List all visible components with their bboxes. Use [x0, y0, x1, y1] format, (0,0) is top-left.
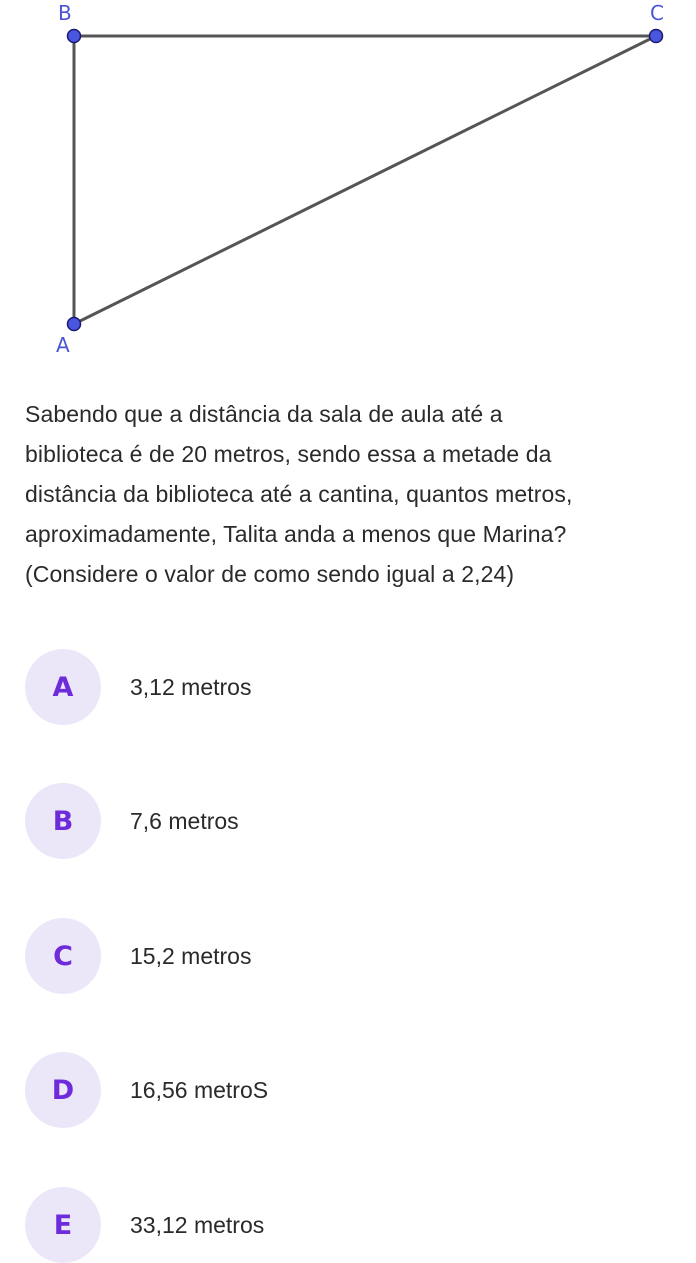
triangle-diagram [0, 0, 696, 370]
question-line: distância da biblioteca até a cantina, quantos metros, [25, 481, 573, 507]
option-text: 3,12 metros [130, 673, 252, 700]
edge-ac [74, 36, 656, 324]
option-e[interactable] [25, 1187, 665, 1263]
option-d[interactable] [25, 1052, 665, 1128]
point-a[interactable] [68, 318, 81, 331]
option-letter-badge: D [25, 1052, 101, 1128]
question-line: aproximadamente, Talita anda a menos que Marina? [25, 521, 567, 547]
option-c[interactable] [25, 918, 665, 994]
point-c[interactable] [650, 30, 663, 43]
option-text: 7,6 metros [130, 807, 239, 834]
question-line: Sabendo que a distância da sala de aula até a [25, 401, 503, 427]
option-letter-badge: C [25, 918, 101, 994]
triangle-edges [74, 36, 656, 324]
label-a: A [56, 333, 70, 357]
point-b[interactable] [68, 30, 81, 43]
label-c: C [650, 1, 664, 25]
option-letter-badge: B [25, 783, 101, 859]
question-text [25, 394, 690, 594]
option-text: 16,56 metroS [130, 1076, 269, 1103]
label-b: B [58, 1, 72, 25]
question-line: biblioteca é de 20 metros, sendo essa a metade da [25, 441, 552, 467]
option-a[interactable] [25, 649, 665, 725]
option-letter-badge: E [25, 1187, 101, 1263]
option-text: 15,2 metros [130, 942, 252, 969]
option-b[interactable] [25, 783, 665, 859]
question-line: (Considere o valor de como sendo igual a 2,24) [25, 561, 515, 587]
option-text: 33,12 metros [130, 1211, 265, 1238]
option-letter-badge: A [25, 649, 101, 725]
